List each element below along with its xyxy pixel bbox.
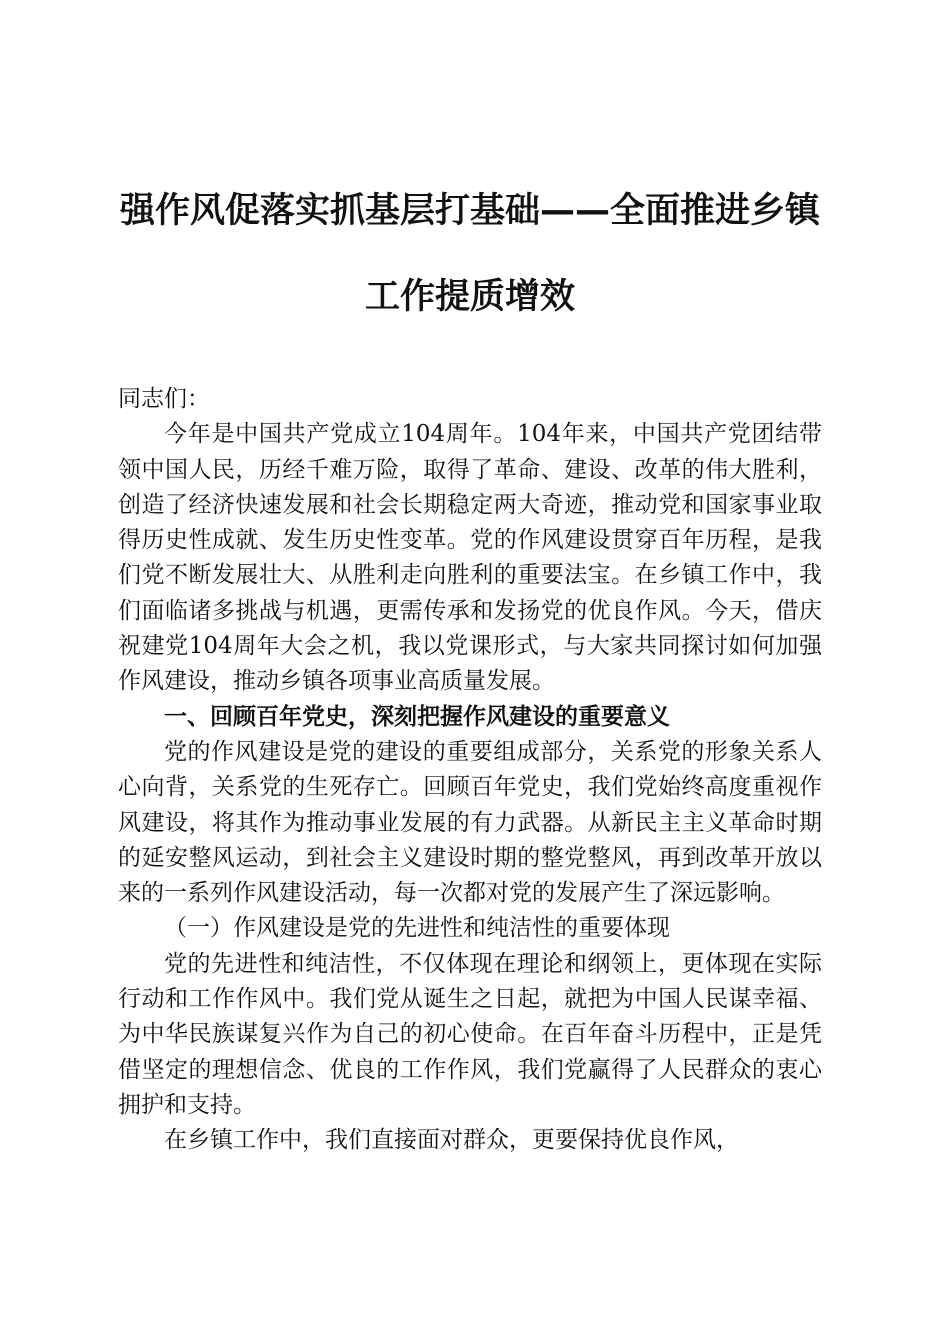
subsection-heading-1: （一）作风建设是党的先进性和纯洁性的重要体现 [164,915,670,942]
salutation: 同志们： [118,386,210,412]
paragraph-subsection-1: 党的先进性和纯洁性，不仅体现在理论和纲领上，更体现在实际行动和工作作风中。我们党从诞生之日起，就把为中国人民谋幸福、为中华民族谋复兴作为自己的初心使命。在百年奋斗历程中，正是凭借坚定的理想信念、优良的工作作风，我们党赢得了人民群众的衷心拥护和支持。 [118,950,822,1118]
title-line-2: 工作提质增效 [364,277,575,317]
document-page [118,168,822,1159]
paragraph-intro: 今年是中国共产党成立104周年。104年来，中国共产党团结带领中国人民，历经千难万险，取得了革命、建设、改革的伟大胜利，创造了经济快速发展和社会长期稳定两大奇迹，推动党和国家事业取得历史性成就、发生历史性变革。党的作风建设贯穿百年历程，是我们党不断发展壮大、从胜利走向胜利的重要法宝。在乡镇工作中，我们面临诸多挑战与机遇，更需传承和发扬党的优良作风。今天，借庆祝建党104周年大会之机，我以党课形式，与大家共同探讨如何加强作风建设，推动乡镇各项事业高质量发展。 [118,421,822,695]
title-line-1: 强作风促落实抓基层打基础——全面推进乡镇 [119,191,820,231]
section-heading-1: 一、回顾百年党史，深刻把握作风建设的重要意义 [164,703,670,730]
document-body [118,382,822,1159]
paragraph-section-1: 党的作风建设是党的建设的重要组成部分，关系党的形象关系人心向背，关系党的生死存亡。回顾百年党史，我们党始终高度重视作风建设，将其作为推动事业发展的有力武器。从新民主主义革命时期的延安整风运动，到社会主义建设时期的整党整风，再到改革开放以来的一系列作风建设活动，每一次都对党的发展产生了深远影响。 [118,738,822,907]
document-title [118,168,822,340]
paragraph-subsection-1-continued: 在乡镇工作中，我们直接面对群众，更要保持优良作风， [164,1127,739,1154]
